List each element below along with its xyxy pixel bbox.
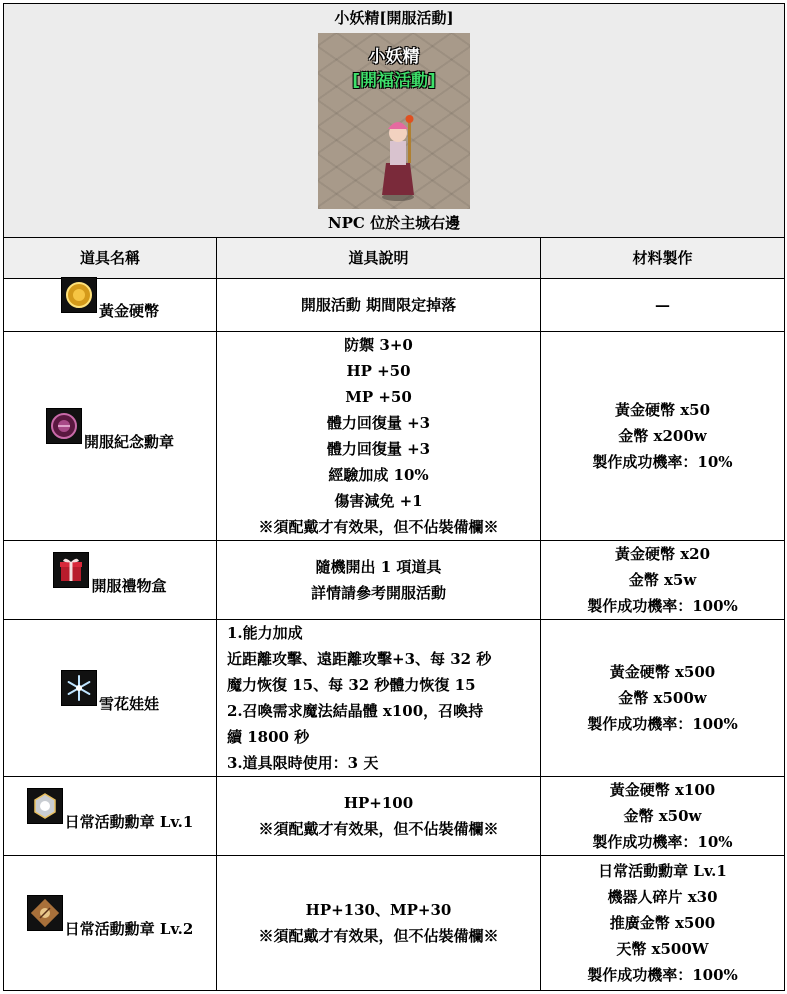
desc-line: ※須配戴才有效果，但不佔裝備欄※ <box>258 927 499 945</box>
craft-line: 機器人碎片 x30 <box>607 888 718 906</box>
table-row <box>4 620 785 777</box>
gift-box-icon <box>53 552 89 588</box>
desc-line: ※須配戴才有效果，但不佔裝備欄※ <box>258 518 499 536</box>
column-header-row <box>4 238 785 279</box>
desc-line: 隨機開出 1 項道具 <box>315 558 442 576</box>
craft-line: 製作成功機率：100% <box>587 966 738 984</box>
desc-line: 魔力恢復 15、每 32 秒體力恢復 15 <box>227 676 476 694</box>
craft-line: 黃金硬幣 x500 <box>609 663 716 681</box>
desc-line: 1.能力加成 <box>227 624 303 642</box>
craft-line: 製作成功機率：10% <box>592 453 733 471</box>
item-name-cell <box>4 541 217 620</box>
npc-name-label: 小妖精 <box>368 47 420 67</box>
item-table <box>3 3 785 991</box>
item-name: 開服紀念勳章 <box>83 432 174 451</box>
column-header-name: 道具名稱 <box>4 238 217 279</box>
desc-line: 詳情請參考開服活動 <box>310 584 446 602</box>
desc-line: ※須配戴才有效果，但不佔裝備欄※ <box>258 820 499 838</box>
item-name: 雪花娃娃 <box>98 694 159 713</box>
item-name-cell <box>4 279 217 332</box>
item-desc-cell <box>217 777 541 856</box>
column-header-desc: 道具說明 <box>217 238 541 279</box>
item-craft-cell <box>541 620 785 777</box>
npc-screenshot <box>318 33 470 209</box>
npc-tag-label: [開福活動] <box>352 71 436 91</box>
npc-title: 小妖精[開服活動] <box>334 9 454 27</box>
craft-line: 黃金硬幣 x100 <box>609 781 716 799</box>
item-name-cell <box>4 332 217 541</box>
badge-lv2-icon <box>27 895 63 931</box>
table-row <box>4 279 785 332</box>
npc-location: NPC 位於主城右邊 <box>327 214 461 232</box>
item-name: 日常活動勳章 Lv.1 <box>64 812 194 831</box>
craft-line: 製作成功機率：10% <box>592 833 733 851</box>
craft-line: 金幣 x500w <box>618 689 707 707</box>
item-craft-cell <box>541 856 785 991</box>
item-craft-cell <box>541 541 785 620</box>
desc-line: HP +50 <box>346 362 411 380</box>
badge-lv1-icon <box>27 788 63 824</box>
item-name: 日常活動勳章 Lv.2 <box>64 919 194 938</box>
desc-line: 傷害減免 +1 <box>334 492 423 510</box>
item-name-cell <box>4 777 217 856</box>
item-name: 黃金硬幣 <box>98 301 159 320</box>
table-row <box>4 777 785 856</box>
desc-line: 續 1800 秒 <box>227 728 310 746</box>
craft-line: 日常活動勳章 Lv.1 <box>598 862 727 880</box>
item-desc-cell <box>217 541 541 620</box>
item-name-cell <box>4 856 217 991</box>
craft-line: 天幣 x500W <box>616 940 709 958</box>
craft-line: 金幣 x50w <box>623 807 702 825</box>
desc-line: 2.召喚需求魔法結晶體 x100，召喚持 <box>227 702 484 720</box>
desc-line: 近距離攻擊、遠距離攻擊+3、每 32 秒 <box>227 650 492 668</box>
item-desc-cell <box>217 332 541 541</box>
craft-line: — <box>655 296 670 314</box>
desc-line: 防禦 3+0 <box>344 336 413 354</box>
item-desc-cell <box>217 856 541 991</box>
table-row <box>4 541 785 620</box>
craft-line: 黃金硬幣 x20 <box>614 545 711 563</box>
craft-line: 製作成功機率：100% <box>587 597 738 615</box>
column-header-craft: 材料製作 <box>541 238 785 279</box>
medal-icon <box>46 408 82 444</box>
desc-line: 3.道具限時使用：3 天 <box>227 754 379 772</box>
craft-line: 金幣 x200w <box>618 427 707 445</box>
item-name-cell <box>4 620 217 777</box>
craft-line: 推廣金幣 x500 <box>609 914 716 932</box>
desc-line: 體力回復量 +3 <box>326 440 431 458</box>
item-name: 開服禮物盒 <box>91 576 167 595</box>
item-craft-cell <box>541 279 785 332</box>
desc-line: 體力回復量 +3 <box>326 414 431 432</box>
craft-line: 金幣 x5w <box>628 571 697 589</box>
item-craft-cell <box>541 777 785 856</box>
item-desc-cell <box>217 620 541 777</box>
craft-line: 黃金硬幣 x50 <box>614 401 711 419</box>
desc-line: 開服活動 期間限定掉落 <box>300 296 457 314</box>
item-desc-cell <box>217 279 541 332</box>
snowflake-icon <box>61 670 97 706</box>
npc-header-row <box>4 4 785 238</box>
craft-line: 製作成功機率：100% <box>587 715 738 733</box>
desc-line: HP+130、MP+30 <box>305 901 452 919</box>
gold-coin-icon <box>61 277 97 313</box>
table-row <box>4 856 785 991</box>
item-craft-cell <box>541 332 785 541</box>
desc-line: 經驗加成 10% <box>328 466 429 484</box>
table-row <box>4 332 785 541</box>
npc-header-cell <box>4 4 785 238</box>
desc-line: HP+100 <box>343 794 414 812</box>
npc-figure-icon <box>378 113 418 201</box>
desc-line: MP +50 <box>345 388 412 406</box>
